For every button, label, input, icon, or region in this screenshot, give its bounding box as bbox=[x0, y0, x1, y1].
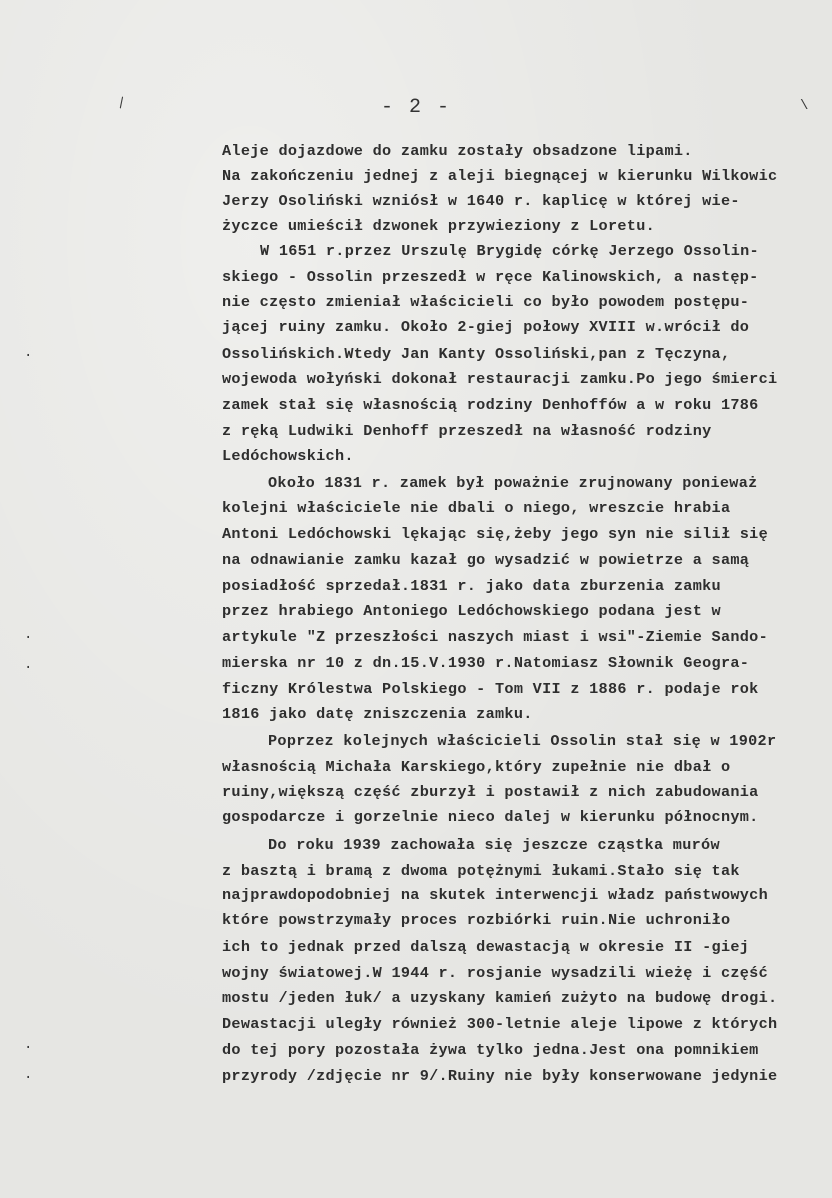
scan-dot-left: · bbox=[24, 1070, 33, 1086]
text-line: nie często zmieniał właścicieli co było powodem postępu- bbox=[222, 293, 750, 311]
text-line: z ręką Ludwiki Denhoff przeszedł na własność rodziny bbox=[222, 422, 712, 440]
text-line: Ossolińskich.Wtedy Jan Kanty Ossoliński,pan z Tęczyna, bbox=[222, 345, 731, 363]
text-line: Na zakończeniu jednej z aleji biegnącej w kierunku Wilkowic bbox=[222, 167, 778, 185]
text-line: własnością Michała Karskiego,który zupełnie nie dbał o bbox=[222, 758, 731, 776]
text-line: z basztą i bramą z dwoma potężnymi łukami.Stało się tak bbox=[222, 862, 740, 880]
text-line: Antoni Ledóchowski lękając się,żeby jego syn nie silił się bbox=[222, 525, 769, 543]
scan-dot-left: · bbox=[24, 630, 33, 646]
text-line: Ledóchowskich. bbox=[222, 447, 354, 465]
text-line: życzce umieścił dzwonek przywieziony z Loretu. bbox=[222, 217, 656, 235]
text-line: do tej pory pozostała żywa tylko jedna.Jest ona pomnikiem bbox=[222, 1041, 759, 1059]
text-line: jącej ruiny zamku. Około 2-giej połowy XVIII w.wrócił do bbox=[222, 318, 750, 336]
text-line: przez hrabiego Antoniego Ledóchowskiego podana jest w bbox=[222, 602, 721, 620]
text-line: mierska nr 10 z dn.15.V.1930 r.Natomiasz Słownik Geogra- bbox=[222, 654, 750, 672]
text-line: ich to jednak przed dalszą dewastacją w okresie II -giej bbox=[222, 938, 750, 956]
scan-dot-left: · bbox=[24, 348, 33, 364]
text-line: Aleje dojazdowe do zamku zostały obsadzone lipami. bbox=[222, 142, 693, 160]
scan-dot-left: · bbox=[24, 1040, 33, 1056]
text-line: Poprzez kolejnych właścicieli Ossolin stał się w 1902r bbox=[268, 732, 777, 750]
text-line: które powstrzymały proces rozbiórki ruin.Nie uchroniło bbox=[222, 911, 731, 929]
scan-dot-left: · bbox=[24, 660, 33, 676]
text-line: na odnawianie zamku kazał go wysadzić w powietrze a samą bbox=[222, 551, 750, 569]
scan-mark-right: \ bbox=[800, 98, 809, 114]
text-line: mostu /jeden łuk/ a uzyskany kamień zużyto na budowę drogi. bbox=[222, 989, 778, 1007]
text-line: najprawdopodobniej na skutek interwencji władz państwowych bbox=[222, 886, 769, 904]
text-line: skiego - Ossolin przeszedł w ręce Kalinowskich, a następ- bbox=[222, 268, 759, 286]
text-line: Około 1831 r. zamek był poważnie zrujnowany ponieważ bbox=[268, 474, 758, 492]
text-line: kolejni właściciele nie dbali o niego, wreszcie hrabia bbox=[222, 499, 731, 517]
text-line: artykule "Z przeszłości naszych miast i wsi"-Ziemie Sando- bbox=[222, 628, 769, 646]
text-line: W 1651 r.przez Urszulę Brygidę córkę Jerzego Ossolin- bbox=[260, 242, 759, 260]
text-line: wojewoda wołyński dokonał restauracji zamku.Po jego śmierci bbox=[222, 370, 778, 388]
text-line: przyrody /zdjęcie nr 9/.Ruiny nie były konserwowane jedynie bbox=[222, 1067, 778, 1085]
scan-mark-top: \ bbox=[111, 95, 129, 113]
text-line: posiadłość sprzedał.1831 r. jako data zburzenia zamku bbox=[222, 577, 721, 595]
text-line: Do roku 1939 zachowała się jeszcze cząstka murów bbox=[268, 836, 720, 854]
text-line: ruiny,większą część zburzył i postawił z nich zabudowania bbox=[222, 783, 759, 801]
text-line: zamek stał się własnością rodziny Denhoffów a w roku 1786 bbox=[222, 396, 759, 414]
text-line: ficzny Królestwa Polskiego - Tom VII z 1886 r. podaje rok bbox=[222, 680, 759, 698]
text-line: gospodarcze i gorzelnie nieco dalej w kierunku północnym. bbox=[222, 808, 759, 826]
text-line: 1816 jako datę zniszczenia zamku. bbox=[222, 705, 533, 723]
text-line: wojny światowej.W 1944 r. rosjanie wysadzili wieżę i część bbox=[222, 964, 769, 982]
text-line: Jerzy Osoliński wzniósł w 1640 r. kaplicę w której wie- bbox=[222, 192, 740, 210]
page-number: - 2 - bbox=[380, 96, 451, 119]
text-line: Dewastacji uległy również 300-letnie aleje lipowe z których bbox=[222, 1015, 778, 1033]
